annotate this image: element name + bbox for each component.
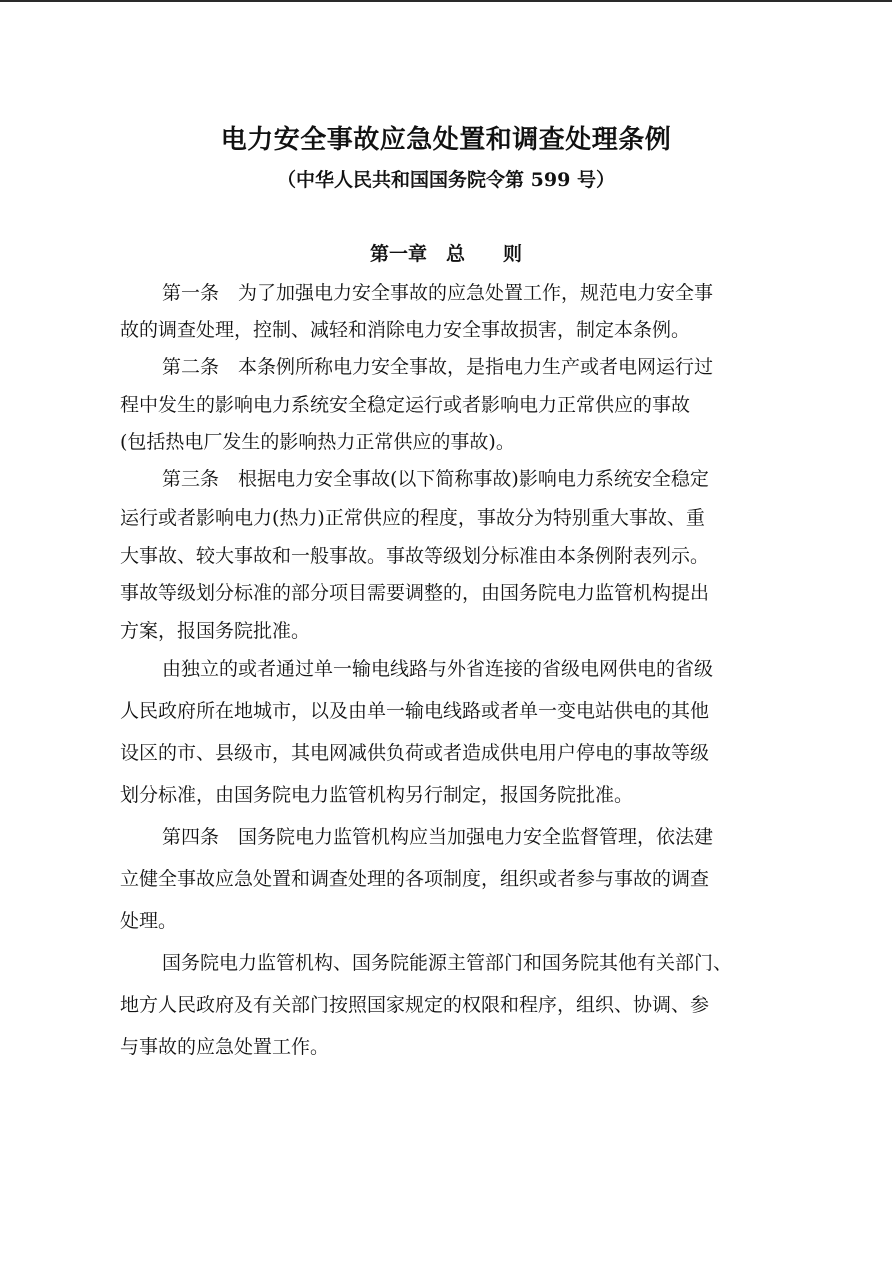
article-4-para-2-line-1: 国务院电力监管机构、国务院能源主管部门和国务院其他有关部门、 [162,952,733,974]
article-3-para-2-line-1: 由独立的或者通过单一输电线路与外省连接的省级电网供电的省级 [162,658,714,680]
chapter-heading: 第一章 总 则 [369,243,522,265]
article-2-line-1: 第二条 本条例所称电力安全事故，是指电力生产或者电网运行过 [162,356,714,378]
article-1-line-1: 第一条 为了加强电力安全事故的应急处置工作，规范电力安全事 [162,282,714,304]
article-4-line-3: 处理。 [120,910,178,932]
document-title: 电力安全事故应急处置和调查处理条例 [220,125,672,155]
article-4-para-2-line-3: 与事故的应急处置工作。 [120,1036,330,1058]
article-3-para-2-line-3: 设区的市、县级市，其电网减供负荷或者造成供电用户停电的事故等级 [120,742,710,764]
article-4-line-2: 立健全事故应急处置和调查处理的各项制度，组织或者参与事故的调查 [120,868,710,890]
article-3-para-2-line-2: 人民政府所在地城市，以及由单一输电线路或者单一变电站供电的其他 [120,700,710,722]
article-3-line-5: 方案，报国务院批准。 [120,620,311,642]
document-subtitle: （中华人民共和国国务院令第 599 号） [277,169,615,191]
article-1-line-2: 故的调查处理，控制、减轻和消除电力安全事故损害，制定本条例。 [120,319,691,341]
article-2-line-2: 程中发生的影响电力系统安全稳定运行或者影响电力正常供应的事故 [120,394,691,416]
article-3-line-1: 第三条 根据电力安全事故(以下简称事故)影响电力系统安全稳定 [162,468,709,490]
article-4-para-2-line-2: 地方人民政府及有关部门按照国家规定的权限和程序，组织、协调、参 [120,994,710,1016]
article-3-line-4: 事故等级划分标准的部分项目需要调整的，由国务院电力监管机构提出 [120,582,710,604]
article-3-line-3: 大事故、较大事故和一般事故。事故等级划分标准由本条例附表列示。 [120,545,710,567]
article-2-line-3: (包括热电厂发生的影响热力正常供应的事故)。 [120,431,515,453]
article-3-para-2-line-4: 划分标准，由国务院电力监管机构另行制定，报国务院批准。 [120,784,634,806]
page-top-border [0,0,892,2]
article-3-line-2: 运行或者影响电力(热力)正常供应的程度，事故分为特别重大事故、重 [120,507,705,529]
article-4-line-1: 第四条 国务院电力监管机构应当加强电力安全监督管理，依法建 [162,826,714,848]
